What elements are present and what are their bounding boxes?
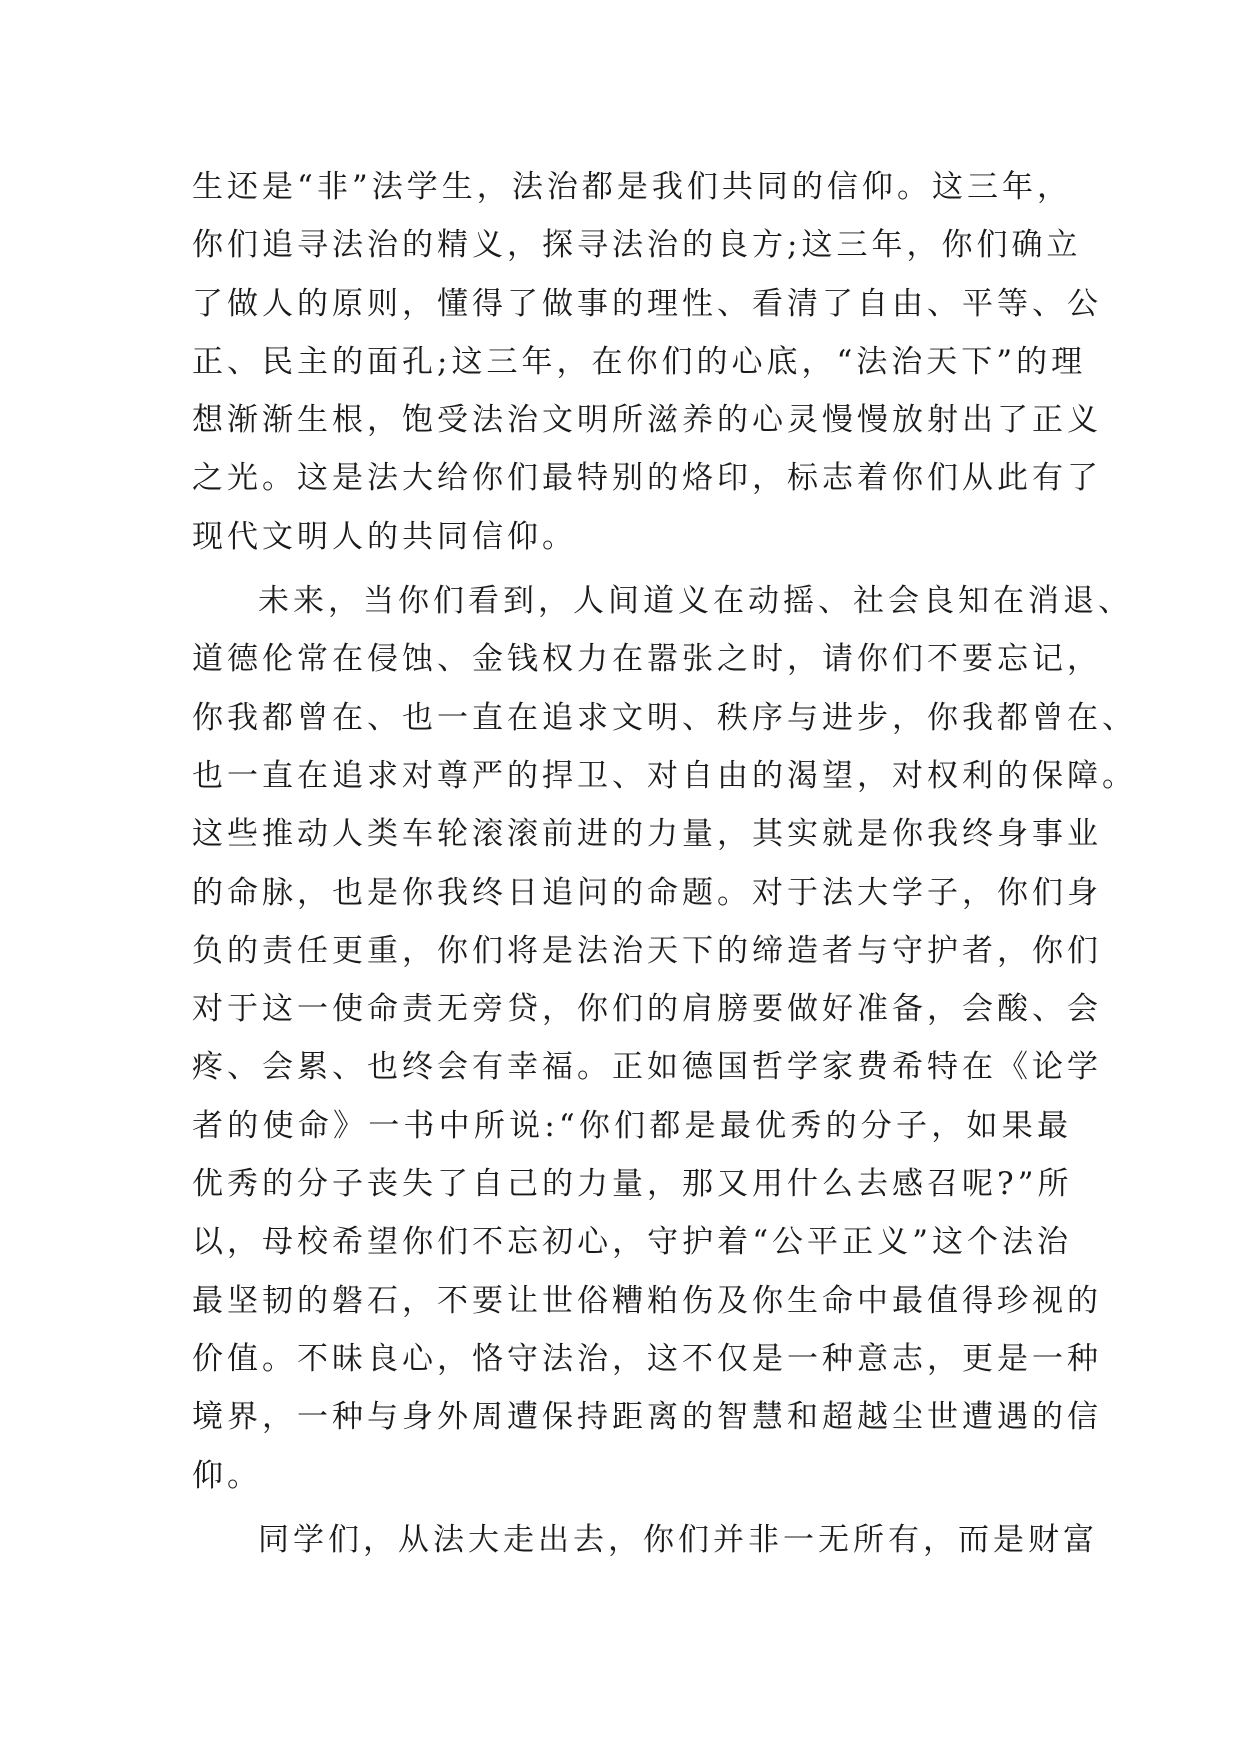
text-line: 同学们，从法大走出去，你们并非一无所有，而是财富 — [258, 1521, 1098, 1558]
text-line: 对于这一使命责无旁贷，你们的肩膀要做好准备，会酸、会 — [192, 991, 1102, 1028]
text-line: 以，母校希望你们不忘初心，守护着“公平正义”这个法治 — [192, 1224, 1072, 1261]
text-line: 正、民主的面孔;这三年，在你们的心底，“法治天下”的理 — [192, 343, 1087, 380]
text-line: 也一直在追求对尊严的捍卫、对自由的渴望，对权利的保障。 — [192, 757, 1137, 794]
text-line: 境界，一种与身外周遭保持距离的智慧和超越尘世遭遇的信 — [192, 1399, 1102, 1436]
paragraph — [192, 1511, 1098, 1569]
paragraph — [192, 158, 1102, 566]
text-line: 之光。这是法大给你们最特别的烙印，标志着你们从此有了 — [192, 460, 1102, 497]
text-line: 现代文明人的共同信仰。 — [192, 518, 577, 555]
body-text — [192, 158, 1137, 1569]
text-line: 负的责任更重，你们将是法治天下的缔造者与守护者，你们 — [192, 932, 1102, 969]
text-line: 你们追寻法治的精义，探寻法治的良方;这三年，你们确立 — [192, 227, 1082, 264]
text-line: 未来，当你们看到，人间道义在动摇、社会良知在消退、 — [258, 583, 1133, 620]
text-line: 仰。 — [192, 1457, 262, 1494]
text-line: 疼、会累、也终会有幸福。正如德国哲学家费希特在《论学 — [192, 1049, 1102, 1086]
paragraph — [192, 572, 1137, 1505]
text-line: 价值。不昧良心，恪守法治，这不仅是一种意志，更是一种 — [192, 1340, 1102, 1377]
text-line: 者的使命》一书中所说:“你们都是最优秀的分子，如果最 — [192, 1107, 1072, 1144]
text-line: 想渐渐生根，饱受法治文明所滋养的心灵慢慢放射出了正义 — [192, 402, 1102, 439]
text-line: 优秀的分子丧失了自己的力量，那又用什么去感召呢?”所 — [192, 1166, 1073, 1203]
text-line: 的命脉，也是你我终日追问的命题。对于法大学子，你们身 — [192, 874, 1102, 911]
text-line: 道德伦常在侵蚀、金钱权力在嚣张之时，请你们不要忘记， — [192, 641, 1102, 678]
text-line: 最坚韧的磐石，不要让世俗糟粕伤及你生命中最值得珍视的 — [192, 1282, 1102, 1319]
text-line: 这些推动人类车轮滚滚前进的力量，其实就是你我终身事业 — [192, 816, 1102, 853]
text-line: 了做人的原则，懂得了做事的理性、看清了自由、平等、公 — [192, 285, 1102, 322]
text-line: 生还是“非”法学生，法治都是我们共同的信仰。这三年， — [192, 169, 1072, 205]
text-line: 你我都曾在、也一直在追求文明、秩序与进步，你我都曾在、 — [192, 699, 1137, 736]
